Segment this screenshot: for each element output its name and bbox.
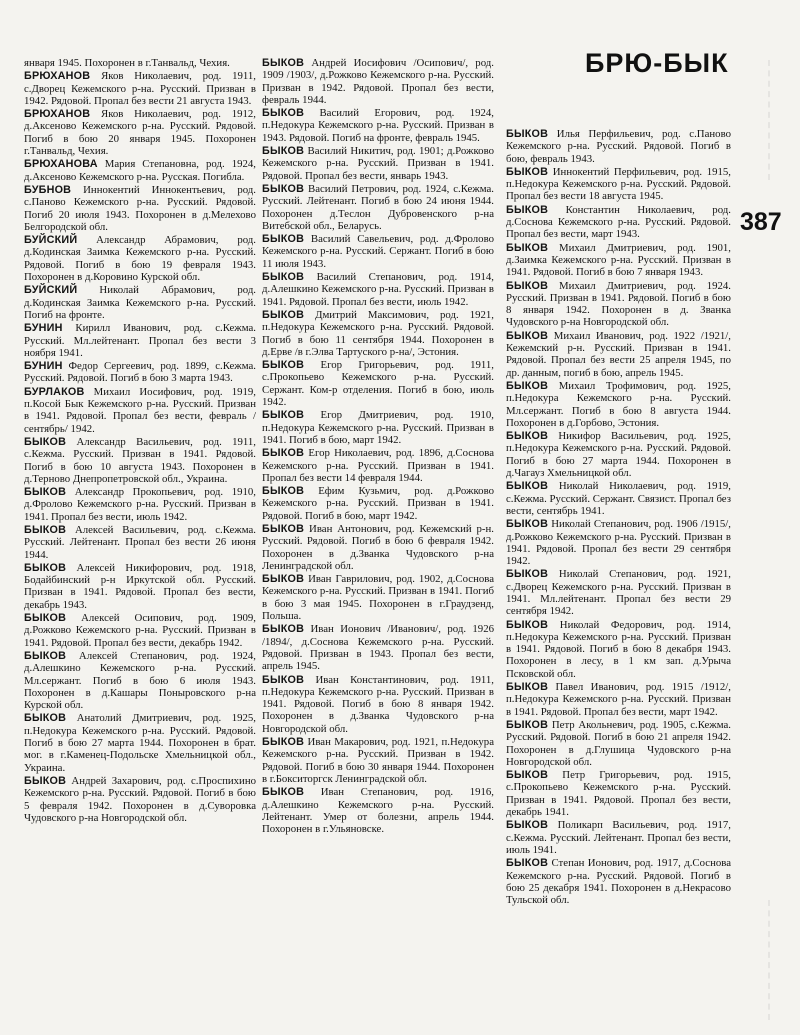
entry-details: Ефим Кузьмич, род. д.Рожково Кежемского р-на. Русский. Призван в 1941. Рядовой. Погиб в бою, март 1942. — [262, 485, 494, 522]
entry-surname: БРЮХАНОВА — [24, 158, 98, 171]
list-item — [506, 619, 731, 680]
entry-details: Кирилл Иванович, род. с.Кежма. Русский. Мл.лейтенант. Пропал без вести 3 ноября 1941. — [24, 322, 256, 359]
list-item — [262, 736, 494, 785]
entry-details: Василий Савельевич, род. д.Фролово Кежемского р-на. Русский. Сержант. Погиб в бою 11 июля 1943. — [262, 233, 494, 270]
entry-details: Николай Степанович, род. 1906 /1915/, д.Рожково Кежемского р-на. Русский. Призван в 1941. Рядовой. Пропал без вести 29 сентября 1942. — [506, 518, 731, 568]
entry-details: Михаил Иосифович, род. 1919, п.Косой Бык Кежемского р-на. Русский. Призван в 1941. Рядовой. Пропал без вести, февраль /сентябрь/ 1942. — [24, 385, 256, 435]
entry-surname: БЫКОВ — [24, 612, 67, 625]
watermark-decoration — [768, 900, 800, 1020]
list-item — [506, 242, 731, 279]
entry-details: Михаил Иванович, род. 1922 /1921/, Кежемский р-н. Русский. Призван в 1941. Рядовой. Пропал без вести 25 апреля 1945, по др. данным, погиб в бою, апрель 1945. — [506, 329, 731, 379]
list-item — [262, 271, 494, 308]
entry-details: января 1945. Похоронен в г.Танвальд, Чехия. — [24, 57, 230, 69]
list-item — [506, 719, 731, 768]
list-item — [262, 674, 494, 735]
list-item — [262, 145, 494, 182]
list-item — [262, 359, 494, 408]
entry-surname: БУРЛАКОВ — [24, 385, 85, 398]
entry-surname: БЫКОВ — [24, 774, 67, 787]
entry-details: Михаил Дмитриевич, род. 1901, д.Заимка Кежемского р-на. Русский. Призван в 1941. Рядовой. Погиб в бою 7 января 1943. — [506, 241, 731, 279]
entry-details: Алексей Осипович, род. 1909, д.Рожково Кежемского р-на. Русский. Призван в 1941. Рядовой. Пропал без вести, декабрь 1942. — [24, 612, 256, 649]
entry-details: Василий Егорович, род. 1924, п.Недокура Кежемского р-на. Русский. Призван в 1943. Рядовой. Погиб на фронте, февраль 1945. — [262, 107, 494, 144]
entry-surname: БЫКОВ — [506, 819, 549, 832]
entry-details: Андрей Захарович, род. с.Проспихино Кежемского р-на. Русский. Рядовой. Погиб в бою 5 февраля 1942. Похоронен в д.Суворовка Чудовского р-на Новгородской обл. — [24, 774, 256, 824]
entry-surname: БЫКОВ — [262, 623, 305, 636]
entry-surname: БЫКОВ — [262, 57, 305, 69]
entry-surname: БЫКОВ — [506, 379, 549, 392]
entry-surname: БЫКОВ — [506, 718, 549, 731]
entry-surname: БРЮХАНОВ — [24, 70, 91, 83]
entry-details: Иван Ионович /Иванович/, род. 1926 /1894/, д.Соснова Кежемского р-на. Русский. Рядовой. Призван в 1943. Пропал без вести, апрель 1945. — [262, 623, 494, 673]
list-item — [506, 430, 731, 479]
entry-surname: БЫКОВ — [24, 435, 67, 448]
entry-surname: БУНИН — [24, 360, 63, 373]
entry-details: Яков Николаевич, род. 1911, с.Дворец Кежемского р-на. Русский. Призван в 1942. Рядовой. Пропал без вести 21 августа 1943. — [24, 70, 256, 107]
entry-details: Степан Ионович, род. 1917, д.Соснова Кежемского р-на. Русский. Рядовой. Погиб в бою 25 декабря 1941. Похоронен в д.Некрасово Тульской обл. — [506, 857, 731, 907]
list-item — [262, 485, 494, 522]
entry-details: Илья Перфильевич, род. с.Паново Кежемского р-на. Русский. Рядовой. Погиб в бою, февраль 1943. — [506, 128, 731, 165]
entry-surname: БЫКОВ — [262, 485, 305, 498]
entry-details: Николай Федорович, род. 1914, п.Недокура Кежемского р-на. Русский. Призван в 1941. Рядовой. Погиб в бою 8 декабря 1943. Похоронен в лесу, в 1 км зап. д.Урыча Псковской обл. — [506, 618, 731, 680]
entry-details: Иван Гаврилович, род. 1902, д.Соснова Кежемского р-на. Русский. Призван в 1941. Погиб в бою 3 мая 1945. Похоронен в г.Граудзенд, Польша. — [262, 573, 494, 623]
entry-surname: БУЙСКИЙ — [24, 284, 78, 297]
list-item — [262, 183, 494, 232]
entry-details: Александр Васильевич, род. 1911, с.Кежма. Русский. Призван в 1941. Рядовой. Погиб в бою 10 августа 1943. Похоронен в д.Терново Днепропетровской обл., Украина. — [24, 435, 256, 485]
entry-details: Егор Григорьевич, род. 1911, с.Прокопьево Кежемского р-на. Русский. Сержант. Ком-р отделения. Погиб в бою, июль 1942. — [262, 359, 494, 409]
entry-surname: БЫКОВ — [506, 430, 549, 443]
list-item — [262, 107, 494, 144]
list-item — [262, 57, 494, 106]
list-item — [506, 568, 731, 617]
entry-surname: БЫКОВ — [506, 203, 549, 216]
list-item — [506, 204, 731, 241]
entry-surname: БЫКОВ — [262, 409, 305, 422]
entry-surname: БЫКОВ — [24, 486, 67, 499]
list-item — [24, 108, 256, 157]
list-item — [24, 486, 256, 523]
entry-details: Василий Степанович, род. 1914, д.Алешкино Кежемского р-на. Русский. Призван в 1941. Рядовой. Пропал без вести, июль 1942. — [262, 271, 494, 308]
list-item — [24, 57, 256, 69]
list-item — [262, 523, 494, 572]
list-item — [506, 518, 731, 567]
text-column-1 — [24, 57, 256, 1027]
list-item — [24, 322, 256, 359]
list-item — [262, 447, 494, 484]
list-item — [24, 524, 256, 561]
list-item — [506, 480, 731, 517]
watermark-decoration — [768, 60, 800, 180]
entry-surname: БЫКОВ — [262, 736, 305, 749]
list-item — [262, 309, 494, 358]
list-item — [506, 857, 731, 906]
entry-details: Иннокентий Перфильевич, род. 1915, п.Недокура Кежемского р-на. Русский. Рядовой. Пропал без вести 18 августа 1945. — [506, 165, 731, 203]
entry-surname: БЫКОВ — [506, 618, 549, 631]
list-item — [24, 562, 256, 611]
entry-details: Иван Антонович, род. Кежемский р-н. Русский. Рядовой. Погиб в бою 6 февраля 1942. Похоронен в д.Званка Чудовского р-на Ленинградской обл. — [262, 522, 494, 572]
entry-details: Иван Константинович, род. 1911, п.Недокура Кежемского р-на. Русский. Призван в 1941. Рядовой. Погиб в бою 8 января 1942. Похоронен в д.Званка Чудовского р-на Новгородской обл. — [262, 673, 494, 735]
text-column-2 — [262, 57, 494, 1027]
entry-details: Егор Николаевич, род. 1896, д.Соснова Кежемского р-на. Русский. Призван в 1941. Пропал без вести 14 февраля 1944. — [262, 447, 494, 484]
entry-surname: БРЮХАНОВ — [24, 108, 91, 121]
entry-surname: БУЙСКИЙ — [24, 234, 78, 247]
entry-details: Никифор Васильевич, род. 1925, п.Недокура Кежемского р-на. Русский. Рядовой. Погиб в бою 27 марта 1944. Похоронен в д.Чагауз Хмельницкой обл. — [506, 430, 731, 480]
entry-details: Павел Иванович, род. 1915 /1912/, п.Недокура Кежемского р-на. Русский. Призван в 1941. Рядовой. Пропал без вести, март 1942. — [506, 681, 731, 718]
entry-surname: БЫКОВ — [262, 673, 305, 686]
list-item — [506, 280, 731, 329]
entry-details: Поликарп Васильевич, род. 1917, с.Кежма. Русский. Лейтенант. Пропал без вести, июль 1941. — [506, 819, 731, 856]
page-header-title: БРЮ-БЫК — [585, 48, 729, 78]
list-item — [262, 409, 494, 446]
entry-details: Дмитрий Максимович, род. 1921, п.Недокура Кежемского р-на. Русский. Рядовой. Погиб в бою 11 сентября 1944. Похоронен в д.Ерве /в г.Элва Тартуского р-на/, Эстония. — [262, 308, 494, 358]
entry-details: Василий Никитич, род. 1901; д.Рожково Кежемского р-на. Русский. Призван в 1941. Рядовой. Пропал без вести, январь 1943. — [262, 145, 494, 182]
entry-surname: БЫКОВ — [506, 518, 549, 531]
list-item — [24, 158, 256, 183]
list-item — [24, 386, 256, 435]
entry-surname: БУБНОВ — [24, 183, 72, 196]
entry-details: Федор Сергеевич, род. 1899, с.Кежма. Русский. Рядовой. Погиб в бою 3 марта 1943. — [24, 360, 256, 385]
entry-surname: БЫКОВ — [506, 241, 549, 254]
entry-surname: БЫКОВ — [262, 447, 305, 460]
entry-details: Анатолий Дмитриевич, род. 1925, п.Недокура Кежемского р-на. Русский. Рядовой. Погиб в бою 27 марта 1944. Похоронен в брат. мог. в г.Каменец-Подольске Хмельницкой обл., Украина. — [24, 712, 256, 774]
entry-details: Константин Николаевич, род. д.Соснова Кежемского р-на. Русский. Рядовой. Пропал без вести, март 1943. — [506, 203, 731, 241]
entry-details: Мария Степановна, род. 1924, д.Аксеново Кежемского р-на. Русская. Погибла. — [24, 158, 256, 183]
list-item — [262, 786, 494, 835]
list-item — [24, 650, 256, 711]
list-item — [262, 623, 494, 672]
list-item — [262, 573, 494, 622]
entry-details: Иван Макарович, род. 1921, п.Недокура Кежемского р-на. Русский. Призван в 1942. Рядовой. Погиб в бою 30 января 1944. Похоронен в г.Бокситоргск Ленинградской обл. — [262, 736, 494, 785]
entry-surname: БЫКОВ — [506, 165, 549, 178]
list-item — [24, 436, 256, 485]
list-item — [24, 70, 256, 107]
entry-details: Александр Прокопьевич, род. 1910, д.Фролово Кежемского р-на. Русский. Призван в 1941. Пропал без вести, июль 1942. — [24, 486, 256, 523]
entry-details: Александр Абрамович, род. д.Кодинская Заимка Кежемского р-на. Русский. Рядовой. Погиб в бою 19 февраля 1943. Похоронен в д.Коровино Курской обл. — [24, 234, 256, 284]
entry-details: Яков Николаевич, род. 1912, д.Аксеново Кежемского р-на. Русский. Рядовой. Погиб в бою 20 января 1945. Похоронен г.Танвальд, Чехия. — [24, 108, 256, 158]
entry-details: Егор Дмитриевич, род. 1910, п.Недокура Кежемского р-на. Русский. Призван в 1941. Погиб в бою, март 1942. — [262, 409, 494, 446]
entry-surname: БУНИН — [24, 322, 63, 335]
entry-details: Алексей Степанович, род. 1924, д.Алешкино Кежемского р-на. Русский. Мл.сержант. Погиб в бою 6 июля 1943. Похоронен в д.Кашары Поныровского р-на Курской обл. — [24, 649, 256, 712]
list-item — [506, 380, 731, 429]
entry-details: Алексей Васильевич, род. с.Кежма. Русский. Лейтенант. Пропал без вести 26 июня 1944. — [24, 523, 256, 561]
entry-details: Николай Абрамович, род. д.Кодинская Заимка Кежемского р-на. Русский. Погиб на фронте. — [24, 284, 256, 321]
entry-details: Василий Петрович, род. 1924, с.Кежма. Русский. Лейтенант. Погиб в бою 24 июня 1944. Похоронен д.Теслон Дубровенского р-на Витебской обл., Беларусь. — [262, 182, 494, 232]
entry-surname: БЫКОВ — [506, 480, 549, 493]
entry-surname: БЫКОВ — [24, 523, 67, 536]
entry-details: Петр Григорьевич, род. 1915, с.Прокопьево Кежемского р-на. Русский. Призван в 1941. Рядовой. Пропал без вести, декабрь 1941. — [506, 769, 731, 819]
entry-details: Николай Степанович, род. 1921, с.Дворец Кежемского р-на. Русский. Призван в 1941. Мл.лейтенант. Пропал без вести 29 сентября 1942. — [506, 568, 731, 618]
list-item — [24, 775, 256, 824]
list-item — [506, 819, 731, 856]
entry-surname: БЫКОВ — [506, 329, 549, 342]
list-item — [24, 712, 256, 773]
entry-details: Николай Николаевич, род. 1919, с.Кежма. Русский. Сержант. Связист. Пропал без вести, сентябрь 1941. — [506, 480, 731, 517]
entry-details: Алексей Никифорович, род. 1918, Бодайбинский р-н Иркутской обл. Русский. Призван в 1941. Рядовой. Пропал без вести, декабрь 1943. — [24, 561, 256, 611]
list-item — [24, 612, 256, 649]
list-item — [506, 128, 731, 165]
list-item — [262, 233, 494, 270]
entry-surname: БЫКОВ — [506, 568, 549, 581]
list-item — [506, 681, 731, 718]
entry-details: Иннокентий Иннокентьевич, род. с.Паново Кежемского р-на. Русский. Рядовой. Погиб 20 июля 1943. Похоронен в д.Мелехово Белгородской обл. — [24, 183, 256, 233]
entry-surname: БЫКОВ — [506, 279, 549, 292]
entry-surname: БЫКОВ — [262, 233, 305, 246]
list-item — [24, 234, 256, 283]
list-item — [24, 184, 256, 233]
entry-details: Иван Степанович, род. 1916, д.Алешкино Кежемского р-на. Русский. Лейтенант. Умер от болезни, апрель 1944. Похоронен в г.Ульяновске. — [262, 786, 494, 836]
entry-surname: БЫКОВ — [262, 182, 305, 195]
entry-surname: БЫКОВ — [24, 561, 67, 574]
entry-surname: БЫКОВ — [262, 786, 305, 799]
entry-surname: БЫКОВ — [24, 649, 67, 662]
entry-surname: БЫКОВ — [262, 359, 305, 372]
list-item — [506, 769, 731, 818]
list-item — [24, 360, 256, 385]
entry-surname: БЫКОВ — [506, 857, 549, 870]
list-item — [506, 330, 731, 379]
entry-details: Михаил Дмитриевич, род. 1924. Русский. Призван в 1941. Рядовой. Погиб в бою 8 января 1942. Похоронен в д. Званка Чудовского р-на Новгородской обл. — [506, 279, 731, 329]
list-item — [506, 166, 731, 203]
entry-surname: БЫКОВ — [506, 128, 549, 140]
entry-surname: БЫКОВ — [506, 681, 549, 694]
list-item — [24, 284, 256, 321]
entry-details: Петр Акольневич, род. 1905, с.Кежма. Русский. Рядовой. Погиб в бою 21 апреля 1942. Похоронен в д.Глушица Чудовского р-на Новгородской обл. — [506, 718, 731, 768]
entry-surname: БЫКОВ — [506, 769, 549, 782]
entry-surname: БЫКОВ — [262, 522, 305, 535]
text-column-3 — [506, 128, 731, 1028]
entry-details: Андрей Иосифович /Осипович/, род. 1909 /1903/, д.Рожково Кежемского р-на. Русский. Призван в 1942. Рядовой. Пропал без вести, февраль 1944. — [262, 57, 494, 106]
page-number: 387 — [740, 208, 782, 236]
entry-surname: БЫКОВ — [262, 107, 305, 120]
entry-surname: БЫКОВ — [262, 271, 305, 284]
entry-surname: БЫКОВ — [262, 145, 305, 158]
entry-details: Михаил Трофимович, род. 1925, п.Недокура Кежемского р-на. Русский. Мл.сержант. Погиб в бою 8 августа 1944. Похоронен в д.Горбово, Эстония. — [506, 379, 731, 429]
entry-surname: БЫКОВ — [24, 712, 67, 725]
entry-surname: БЫКОВ — [262, 573, 305, 586]
entry-surname: БЫКОВ — [262, 308, 305, 321]
